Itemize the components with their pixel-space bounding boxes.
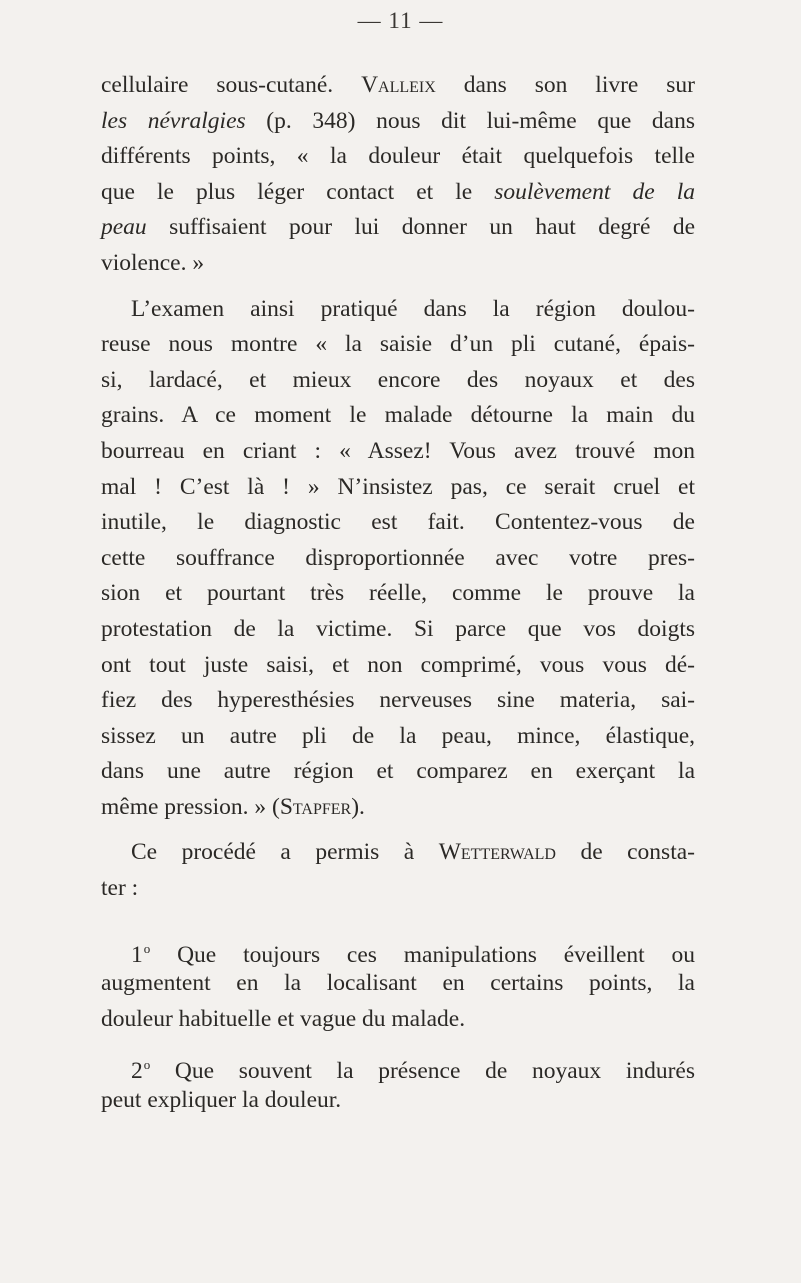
text-line: violence. » bbox=[101, 249, 205, 276]
list-item-1 bbox=[101, 931, 695, 1038]
text-run: suffisaient pour lui donner un haut degré de bbox=[146, 214, 695, 241]
text-run: Ce procédé a permis à bbox=[131, 839, 439, 866]
text-run: Que toujours ces manipulations éveillent ou bbox=[150, 941, 695, 968]
text-line: augmentent en la localisant en certains points, la bbox=[101, 970, 695, 997]
list-item-2 bbox=[101, 1047, 695, 1118]
ordinal-mark: o bbox=[143, 940, 151, 956]
text-line: ont tout juste saisi, et non comprimé, vous vous dé- bbox=[101, 651, 695, 678]
text-line: fiez des hyperesthésies nerveuses sine materia, sai- bbox=[101, 687, 695, 714]
italic-phrase: soulèvement de la bbox=[494, 178, 695, 205]
text-run: que le plus léger contact et le bbox=[101, 178, 495, 205]
book-title: les névralgies bbox=[101, 107, 246, 134]
text-run: Que souvent la présence de noyaux indurés bbox=[150, 1058, 695, 1085]
paragraph-2 bbox=[101, 292, 695, 826]
text-line bbox=[101, 104, 695, 140]
text-run: (p. 348) nous dit lui-même que dans bbox=[245, 107, 695, 134]
text-line: grains. A ce moment le malade détourne la main du bbox=[101, 402, 695, 429]
text-line: sion et pourtant très réelle, comme le prouve la bbox=[101, 580, 695, 607]
text-line: peut expliquer la douleur. bbox=[101, 1087, 342, 1114]
text-line: si, lardacé, et mieux encore des noyaux et des bbox=[101, 366, 695, 393]
text-run: dans son livre sur bbox=[435, 72, 695, 98]
text-run: cellulaire sous-cutané. bbox=[101, 72, 362, 98]
text-line: différents points, « la douleur était quelquefois telle bbox=[101, 143, 695, 170]
text-line: cette souffrance disproportionnée avec votre pres- bbox=[101, 544, 695, 571]
text-line: inutile, le diagnostic est fait. Contentez-vous de bbox=[101, 509, 695, 536]
text-line bbox=[101, 68, 695, 104]
text-line bbox=[101, 790, 695, 826]
text-line bbox=[101, 1047, 695, 1083]
paragraph-1 bbox=[101, 68, 695, 282]
text-run: de consta- bbox=[555, 839, 695, 866]
item-number: 1 bbox=[131, 941, 143, 968]
body-text bbox=[101, 68, 695, 1119]
italic-phrase: peau bbox=[101, 214, 147, 241]
paragraph-3 bbox=[101, 835, 695, 906]
page-number: — 11 — bbox=[357, 8, 444, 33]
text-line: douleur habituelle et vague du malade. bbox=[101, 1005, 466, 1032]
text-line bbox=[101, 210, 695, 246]
text-line: dans une autre région et comparez en exerçant la bbox=[101, 758, 695, 785]
author-name: Stapfer bbox=[279, 793, 352, 820]
author-name: Valleix bbox=[361, 72, 436, 98]
text-line: bourreau en criant : « Assez! Vous avez trouvé mon bbox=[101, 437, 695, 464]
text-line bbox=[101, 175, 695, 211]
author-name: Wetterwald bbox=[438, 839, 556, 866]
text-run: même pression. » ( bbox=[101, 793, 280, 820]
item-number: 2 bbox=[131, 1058, 143, 1085]
text-line: sissez un autre pli de la peau, mince, élastique, bbox=[101, 722, 695, 749]
text-line bbox=[101, 931, 695, 967]
ordinal-mark: o bbox=[143, 1057, 151, 1073]
text-line bbox=[101, 835, 695, 871]
text-line: ter : bbox=[101, 875, 139, 902]
text-line: mal ! C’est là ! » N’insistez pas, ce serait cruel et bbox=[101, 473, 695, 500]
text-line: L’examen ainsi pratiqué dans la région doulou- bbox=[131, 295, 695, 322]
text-line: reuse nous montre « la saisie d’un pli cutané, épais- bbox=[101, 331, 695, 358]
text-run: ). bbox=[351, 793, 365, 820]
text-line: protestation de la victime. Si parce que vos doigts bbox=[101, 615, 695, 642]
